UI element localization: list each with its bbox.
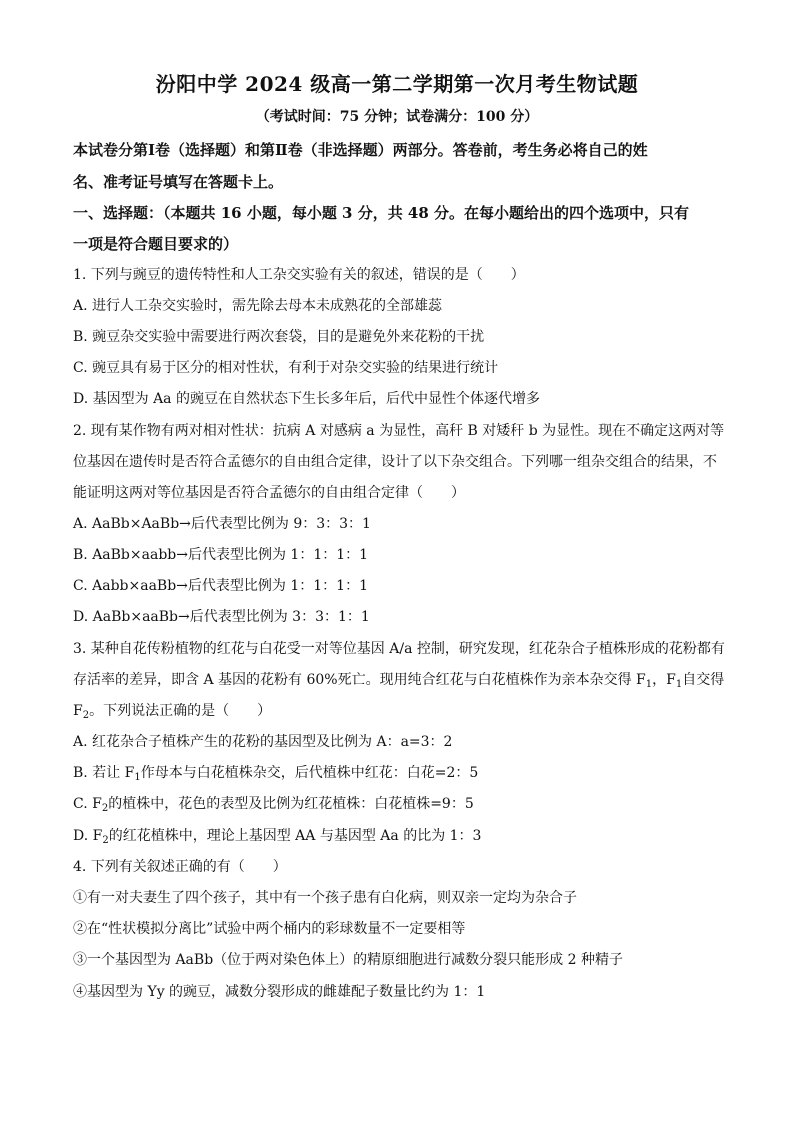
- instructions-line-2: 名、准考证号填写在答题卡上。: [73, 173, 284, 191]
- option-d-text: 的红花植株中，理论上基因型 AA 与基因型 Aa 的比为 1：3: [108, 828, 482, 844]
- option-b-text: 作母本与白花植株杂交，后代植株中红花：白花=2：5: [140, 765, 479, 781]
- question-2-stem-line-1: 2. 现有某作物有两对相对性状：抗病 A 对感病 a 为显性，高秆 B 对矮秆 b 为显性。现在不确定这两对等: [73, 423, 725, 439]
- question-3-stem-line-2: [73, 670, 723, 690]
- section-heading-line-2: 一项是符合题目要求的）: [73, 235, 239, 253]
- question-1-stem: 1. 下列与豌豆的遗传特性和人工杂交实验有关的叙述，错误的是（ ）: [73, 267, 525, 283]
- instructions-line-1: 本试卷分第Ⅰ卷（选择题）和第Ⅱ卷（非选择题）两部分。答卷前，考生务必将自己的姓: [73, 141, 648, 159]
- question-2-option-b: B. AaBb×aabb→后代表型比例为 1：1：1：1: [73, 547, 369, 563]
- page-title: 汾阳中学 2024 级高一第二学期第一次月考生物试题: [155, 72, 639, 96]
- option-b-text: B. 若让 F: [73, 765, 135, 781]
- question-3-option-b: [73, 763, 723, 783]
- section-heading-line-1: 一、选择题：（本题共 16 小题，每小题 3 分，共 48 分。在每小题给出的四个选项中，只有: [73, 204, 690, 222]
- question-1-option-c: C. 豌豆具有易于区分的相对性状，有利于对杂交实验的结果进行统计: [73, 360, 499, 376]
- option-c-text: 的植株中，花色的表型及比例为红花植株：白花植株=9：5: [108, 796, 474, 812]
- question-3-stem-line-3: [73, 701, 723, 721]
- question-3-option-d: [73, 826, 723, 846]
- question-2-option-c: C. Aabb×aaBb→后代表型比例为 1：1：1：1: [73, 578, 368, 594]
- question-2-option-d: D. AaBb×aaBb→后代表型比例为 3：3：1：1: [73, 609, 370, 625]
- question-2-stem-line-3: 能证明这两对等位基因是否符合孟德尔的自由组合定律（ ）: [73, 485, 465, 501]
- question-3-stem-text: ，F: [652, 672, 676, 688]
- question-2-stem-line-2: 位基因在遗传时是否符合孟德尔的自由组合定律，设计了以下杂交组合。下列哪一组杂交组合的结果，不: [73, 454, 717, 470]
- subscript-2: 2: [101, 803, 109, 814]
- subscript-2: 2: [82, 710, 90, 721]
- question-4-statement-1: ①有一对夫妻生了四个孩子，其中有一个孩子患有白化病，则双亲一定均为杂合子: [73, 890, 577, 906]
- subscript-1: 1: [675, 679, 683, 690]
- subscript-1: 1: [134, 772, 141, 783]
- exam-info: （考试时间：75 分钟；试卷满分：100 分）: [255, 109, 539, 125]
- option-d-text: D. F: [73, 828, 103, 844]
- subscript-2: 2: [102, 835, 109, 846]
- question-4-statement-4: ④基因型为 Yy 的豌豆，减数分裂形成的雌雄配子数量比约为 1：1: [73, 984, 486, 1000]
- question-4-statement-3: ③一个基因型为 AaBb（位于两对染色体上）的精原细胞进行减数分裂只能形成 2 种精子: [73, 952, 623, 968]
- question-2-option-a: A. AaBb×AaBb→后代表型比例为 9：3：3：1: [73, 516, 371, 532]
- question-3-stem-text: 。下列说法正确的是（ ）: [89, 703, 272, 719]
- question-4-stem: 4. 下列有关叙述正确的有（ ）: [73, 859, 287, 875]
- subscript-1: 1: [645, 679, 653, 690]
- question-3-stem-text: F: [73, 703, 83, 719]
- question-3-option-a: A. 红花杂合子植株产生的花粉的基因型及比例为 A：a=3：2: [73, 734, 453, 750]
- question-1-option-d: D. 基因型为 Aa 的豌豆在自然状态下生长多年后，后代中显性个体逐代增多: [73, 391, 540, 407]
- question-1-option-a: A. 进行人工杂交实验时，需先除去母本未成熟花的全部雄蕊: [73, 298, 443, 314]
- option-c-text: C. F: [73, 796, 102, 812]
- question-3-stem-text: 存活率的差异，即含 A 基因的花粉有 60%死亡。现用纯合红花与白花植株作为亲本杂交得 F: [73, 672, 646, 688]
- question-3-stem-line-1: 3. 某种自花传粉植物的红花与白花受一对等位基因 A/a 控制，研究发现，红花杂合子植株形成的花粉都有: [73, 641, 725, 657]
- question-1-option-b: B. 豌豆杂交实验中需要进行两次套袋，目的是避免外来花粉的干扰: [73, 329, 485, 345]
- question-3-option-c: [73, 794, 723, 814]
- question-3-stem-text: 自交得: [682, 672, 725, 688]
- question-4-statement-2: ②在“性状模拟分离比”试验中两个桶内的彩球数量不一定要相等: [73, 921, 466, 937]
